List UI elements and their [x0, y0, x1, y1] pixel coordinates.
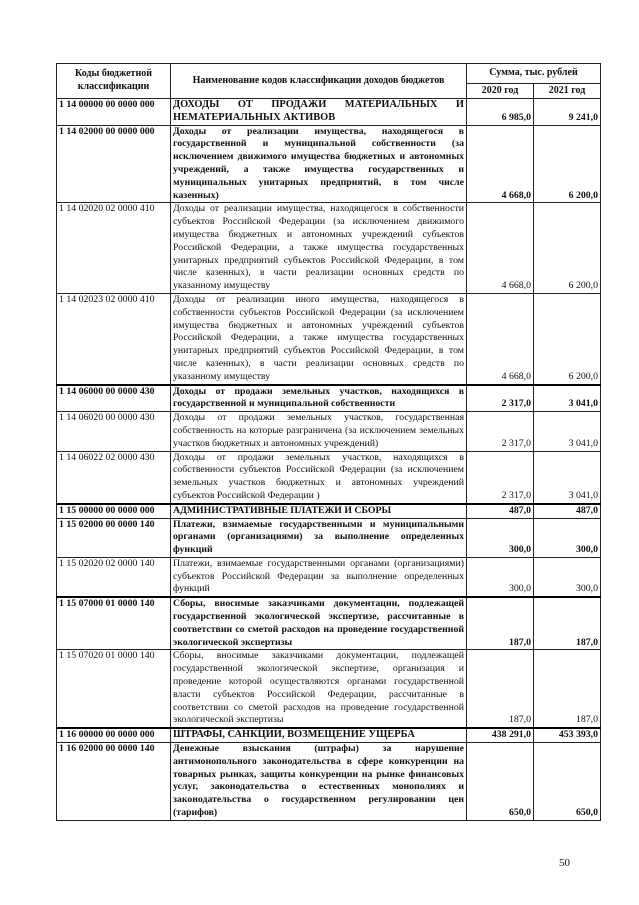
table-row	[57, 203, 601, 294]
table-row	[57, 743, 601, 821]
header-year-2020: 2020 год	[467, 84, 534, 99]
row-value-2020: 4 668,0	[467, 203, 534, 294]
page-number: 50	[559, 857, 570, 869]
row-code: 1 16 00000 00 0000 000	[57, 728, 171, 742]
header-name: Наименование кодов классификации доходов бюджетов	[171, 64, 467, 99]
row-value-2021: 6 200,0	[534, 125, 601, 203]
row-code: 1 14 02020 02 0000 410	[57, 203, 171, 294]
row-name: ШТРАФЫ, САНКЦИИ, ВОЗМЕЩЕНИЕ УЩЕРБА	[171, 728, 467, 742]
row-value-2020: 4 668,0	[467, 125, 534, 203]
row-value-2021: 3 041,0	[534, 412, 601, 451]
row-value-2020: 4 668,0	[467, 293, 534, 384]
header-sum: Сумма, тыс. рублей	[467, 64, 601, 84]
table-row	[57, 451, 601, 504]
row-value-2020: 487,0	[467, 504, 534, 518]
row-code: 1 14 00000 00 0000 000	[57, 99, 171, 126]
row-code: 1 15 00000 00 0000 000	[57, 504, 171, 518]
row-name: Доходы от реализации иного имущества, находящегося в собственности субъектов Российской Федерации (за исключением имущества бюджетных и автономных учреждений субъектов Российской Федерации, а также имущества государственных унитарных предприятий субъектов Российской Федерации, в том числе казенных), в части реализации основных средств по указанному имуществу	[171, 293, 467, 384]
row-name: Денежные взыскания (штрафы) за нарушение антимонопольного законодательства в сфере конкуренции на товарных рынках, защиты конкуренции на рынке финансовых услуг, законодательства о естественных монополиях и законодательства о государственном регулировании цен (тарифов)	[171, 743, 467, 821]
row-value-2020: 650,0	[467, 743, 534, 821]
row-value-2021: 9 241,0	[534, 99, 601, 126]
table-row	[57, 293, 601, 384]
row-code: 1 15 02000 00 0000 140	[57, 518, 171, 557]
row-value-2020: 187,0	[467, 650, 534, 728]
row-value-2021: 300,0	[534, 557, 601, 597]
row-code: 1 14 02000 00 0000 000	[57, 125, 171, 203]
table-row	[57, 597, 601, 650]
row-name: Доходы от реализации имущества, находящегося в собственности субъектов Российской Федерации (за исключением движимого имущества бюджетных и автономных учреждений субъектов Российской Федерации, а также имущества государственных унитарных предприятий субъектов Российской Федерации, в том числе казенных), в части реализации основных средств по указанному имуществу	[171, 203, 467, 294]
table-row	[57, 518, 601, 557]
header-year-2021: 2021 год	[534, 84, 601, 99]
row-value-2020: 2 317,0	[467, 451, 534, 504]
row-value-2021: 487,0	[534, 504, 601, 518]
row-value-2021: 6 200,0	[534, 203, 601, 294]
row-name: ДОХОДЫ ОТ ПРОДАЖИ МАТЕРИАЛЬНЫХ И НЕМАТЕРИАЛЬНЫХ АКТИВОВ	[171, 99, 467, 126]
table-row	[57, 650, 601, 728]
row-name: Платежи, взимаемые государственными и муниципальными органами (организациями) за выполнение определенных функций	[171, 518, 467, 557]
row-name: Сборы, вносимые заказчиками документации, подлежащей государственной экологической экспертизе, организация и проведение которой осуществляются органами государственной власти субъектов Российской Федерации, рассчитанные в соответствии со сметой расходов на проведение государственной экологической экспертизы	[171, 650, 467, 728]
row-code: 1 15 02020 02 0000 140	[57, 557, 171, 597]
row-value-2020: 2 317,0	[467, 385, 534, 412]
row-value-2021: 3 041,0	[534, 451, 601, 504]
table-row	[57, 125, 601, 203]
row-value-2021: 6 200,0	[534, 293, 601, 384]
row-name: Доходы от продажи земельных участков, находящихся в государственной и муниципальной собственности	[171, 385, 467, 412]
row-name: АДМИНИСТРАТИВНЫЕ ПЛАТЕЖИ И СБОРЫ	[171, 504, 467, 518]
row-code: 1 14 02023 02 0000 410	[57, 293, 171, 384]
table-row	[57, 99, 601, 126]
row-code: 1 14 06022 02 0000 430	[57, 451, 171, 504]
table-row	[57, 557, 601, 597]
row-value-2021: 3 041,0	[534, 385, 601, 412]
row-value-2020: 2 317,0	[467, 412, 534, 451]
header-codes: Коды бюджетной классификации	[57, 64, 171, 99]
row-value-2021: 650,0	[534, 743, 601, 821]
row-name: Платежи, взимаемые государственными органами (организациями) субъектов Российской Федерации за выполнение определенных функций	[171, 557, 467, 597]
row-code: 1 14 06020 00 0000 430	[57, 412, 171, 451]
table-row	[57, 412, 601, 451]
table-row	[57, 728, 601, 742]
row-name: Доходы от продажи земельных участков, находящихся в собственности субъектов Российской Федерации (за исключением земельных участков бюджетных и автономных учреждений субъектов Российской Федерации )	[171, 451, 467, 504]
row-name: Доходы от продажи земельных участков, государственная собственность на которые разграничена (за исключением земельных участков бюджетных и автономных учреждений)	[171, 412, 467, 451]
table-row	[57, 385, 601, 412]
row-code: 1 16 02000 00 0000 140	[57, 743, 171, 821]
row-name: Доходы от реализации имущества, находящегося в государственной и муниципальной собственности (за исключением движимого имущества бюджетных и автономных учреждений, а также имущества государственных и муниципальных унитарных предприятий, в том числе казенных)	[171, 125, 467, 203]
row-code: 1 14 06000 00 0000 430	[57, 385, 171, 412]
row-value-2020: 300,0	[467, 518, 534, 557]
row-name: Сборы, вносимые заказчиками документации, подлежащей государственной экологической экспертизе, рассчитанные в соответствии со сметой расходов на проведение государственной экологической экспертизы	[171, 597, 467, 650]
row-code: 1 15 07000 01 0000 140	[57, 597, 171, 650]
row-value-2021: 187,0	[534, 597, 601, 650]
row-value-2021: 453 393,0	[534, 728, 601, 742]
row-code: 1 15 07020 01 0000 140	[57, 650, 171, 728]
table-row	[57, 504, 601, 518]
row-value-2020: 6 985,0	[467, 99, 534, 126]
row-value-2020: 300,0	[467, 557, 534, 597]
row-value-2020: 438 291,0	[467, 728, 534, 742]
row-value-2021: 300,0	[534, 518, 601, 557]
revenue-classification-table	[56, 63, 601, 821]
row-value-2021: 187,0	[534, 650, 601, 728]
row-value-2020: 187,0	[467, 597, 534, 650]
